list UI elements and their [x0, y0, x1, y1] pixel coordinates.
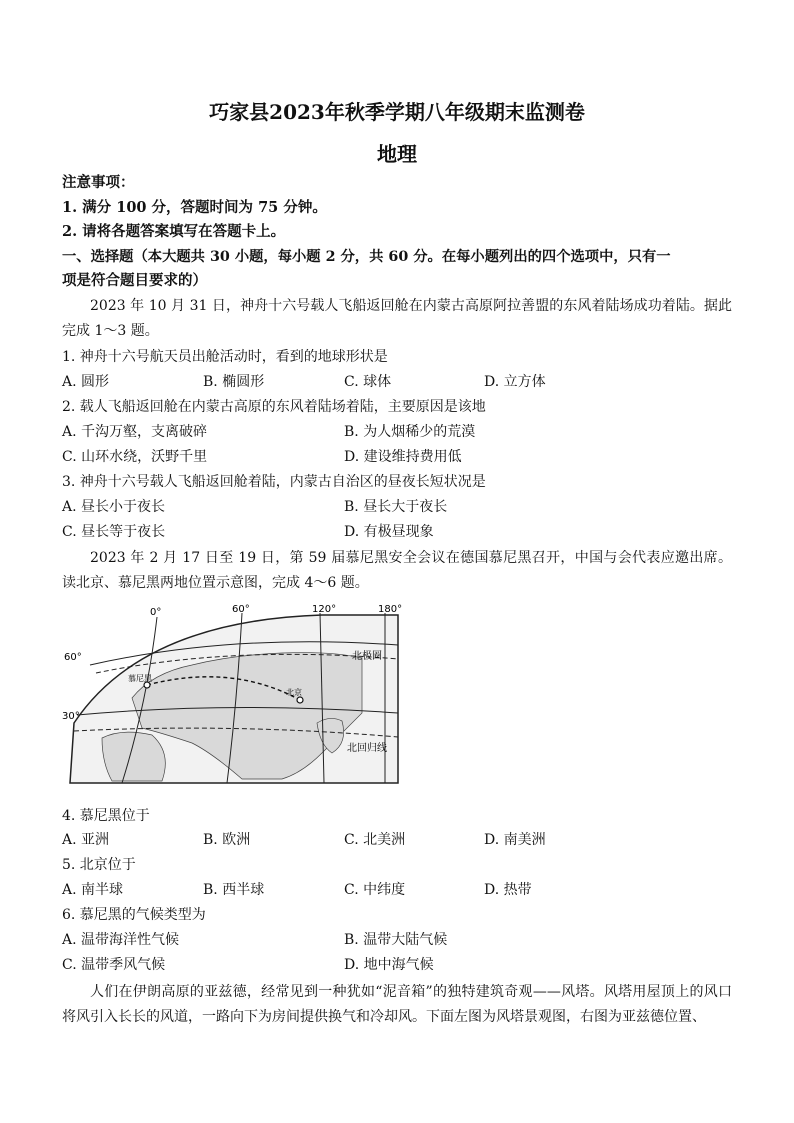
option: C. 北美洲	[344, 832, 406, 848]
beijing-marker	[297, 697, 303, 703]
option: D. 立方体	[484, 374, 546, 390]
option: B. 为人烟稀少的荒漠	[344, 424, 476, 440]
question-stem: 6. 慕尼黑的气候类型为	[62, 907, 206, 923]
option: B. 欧洲	[203, 832, 251, 848]
beijing-label: 北京	[286, 688, 302, 697]
option: D. 南美洲	[484, 832, 546, 848]
option: D. 有极昼现象	[344, 524, 434, 540]
option: A. 昼长小于夜长	[62, 499, 166, 515]
notice-heading: 注意事项：	[62, 174, 135, 191]
lat-label: 60°	[64, 652, 82, 663]
section-heading-cont: 项是符合题目要求的）	[62, 272, 207, 289]
option: B. 温带大陆气候	[344, 932, 448, 948]
option: B. 西半球	[203, 882, 265, 898]
option: A. 南半球	[62, 882, 124, 898]
lon-label: 60°	[232, 604, 250, 615]
passage-2: 2023 年 2 月 17 日至 19 日，第 59 届慕尼黑安全会议在德国慕尼黑召开，中国与会代表应邀出席。读北京、慕尼黑两地位置示意图，完成 4～6 题。	[62, 550, 732, 591]
option: C. 昼长等于夜长	[62, 524, 166, 540]
lon-label: 180°	[378, 604, 403, 615]
option: D. 热带	[484, 882, 532, 898]
lat-label: 30°	[62, 711, 80, 722]
subject-title: 地理	[377, 142, 417, 166]
question-stem: 1. 神舟十六号航天员出舱活动时，看到的地球形状是	[62, 349, 388, 365]
option: D. 建设维持费用低	[344, 449, 462, 465]
option: A. 千沟万壑，支离破碎	[62, 424, 208, 440]
question-stem: 2. 载人飞船返回舱在内蒙古高原的东风着陆场着陆，主要原因是该地	[62, 399, 486, 415]
option: D. 地中海气候	[344, 957, 434, 973]
option: A. 圆形	[62, 374, 110, 390]
exam-title: 巧家县2023年秋季学期八年级期末监测卷	[209, 100, 585, 124]
notice-item: 2. 请将各题答案填写在答题卡上。	[62, 223, 286, 240]
question-stem: 4. 慕尼黑位于	[62, 808, 150, 824]
option: C. 中纬度	[344, 882, 406, 898]
munich-label: 慕尼黑	[128, 674, 152, 683]
tropic-label: 北回归线	[347, 743, 387, 754]
notice-item: 1. 满分 100 分，答题时间为 75 分钟。	[62, 199, 327, 216]
arctic-circle-label: 北极圈	[352, 651, 382, 662]
option: B. 昼长大于夜长	[344, 499, 448, 515]
passage-3: 人们在伊朗高原的亚兹德，经常见到一种犹如“泥音箱”的独特建筑奇观——风塔。风塔用屋顶上的风口将风引入长长的风道，一路向下为房间提供换气和冷却风。下面左图为风塔景观图，右图为亚兹德位置、	[62, 984, 732, 1025]
question-stem: 5. 北京位于	[62, 857, 136, 873]
lon-label: 0°	[150, 607, 162, 618]
section-heading: 一、选择题（本大题共 30 小题，每小题 2 分，共 60 分。在每小题列出的四个选项中，只有一	[62, 249, 671, 265]
passage-1: 2023 年 10 月 31 日，神舟十六号载人飞船返回舱在内蒙古高原阿拉善盟的东风着陆场成功着陆。据此完成 1～3 题。	[62, 298, 732, 339]
option: C. 温带季风气候	[62, 957, 166, 973]
option: C. 球体	[344, 374, 392, 390]
option: A. 亚洲	[62, 832, 110, 848]
option: A. 温带海洋性气候	[62, 932, 180, 948]
option: C. 山环水绕，沃野千里	[62, 449, 208, 465]
africa-landmass	[102, 732, 165, 781]
location-map	[62, 603, 407, 801]
lon-label: 120°	[312, 604, 337, 615]
option: B. 椭圆形	[203, 374, 265, 390]
question-stem: 3. 神舟十六号载人飞船返回舱着陆，内蒙古自治区的昼夜长短状况是	[62, 474, 486, 490]
